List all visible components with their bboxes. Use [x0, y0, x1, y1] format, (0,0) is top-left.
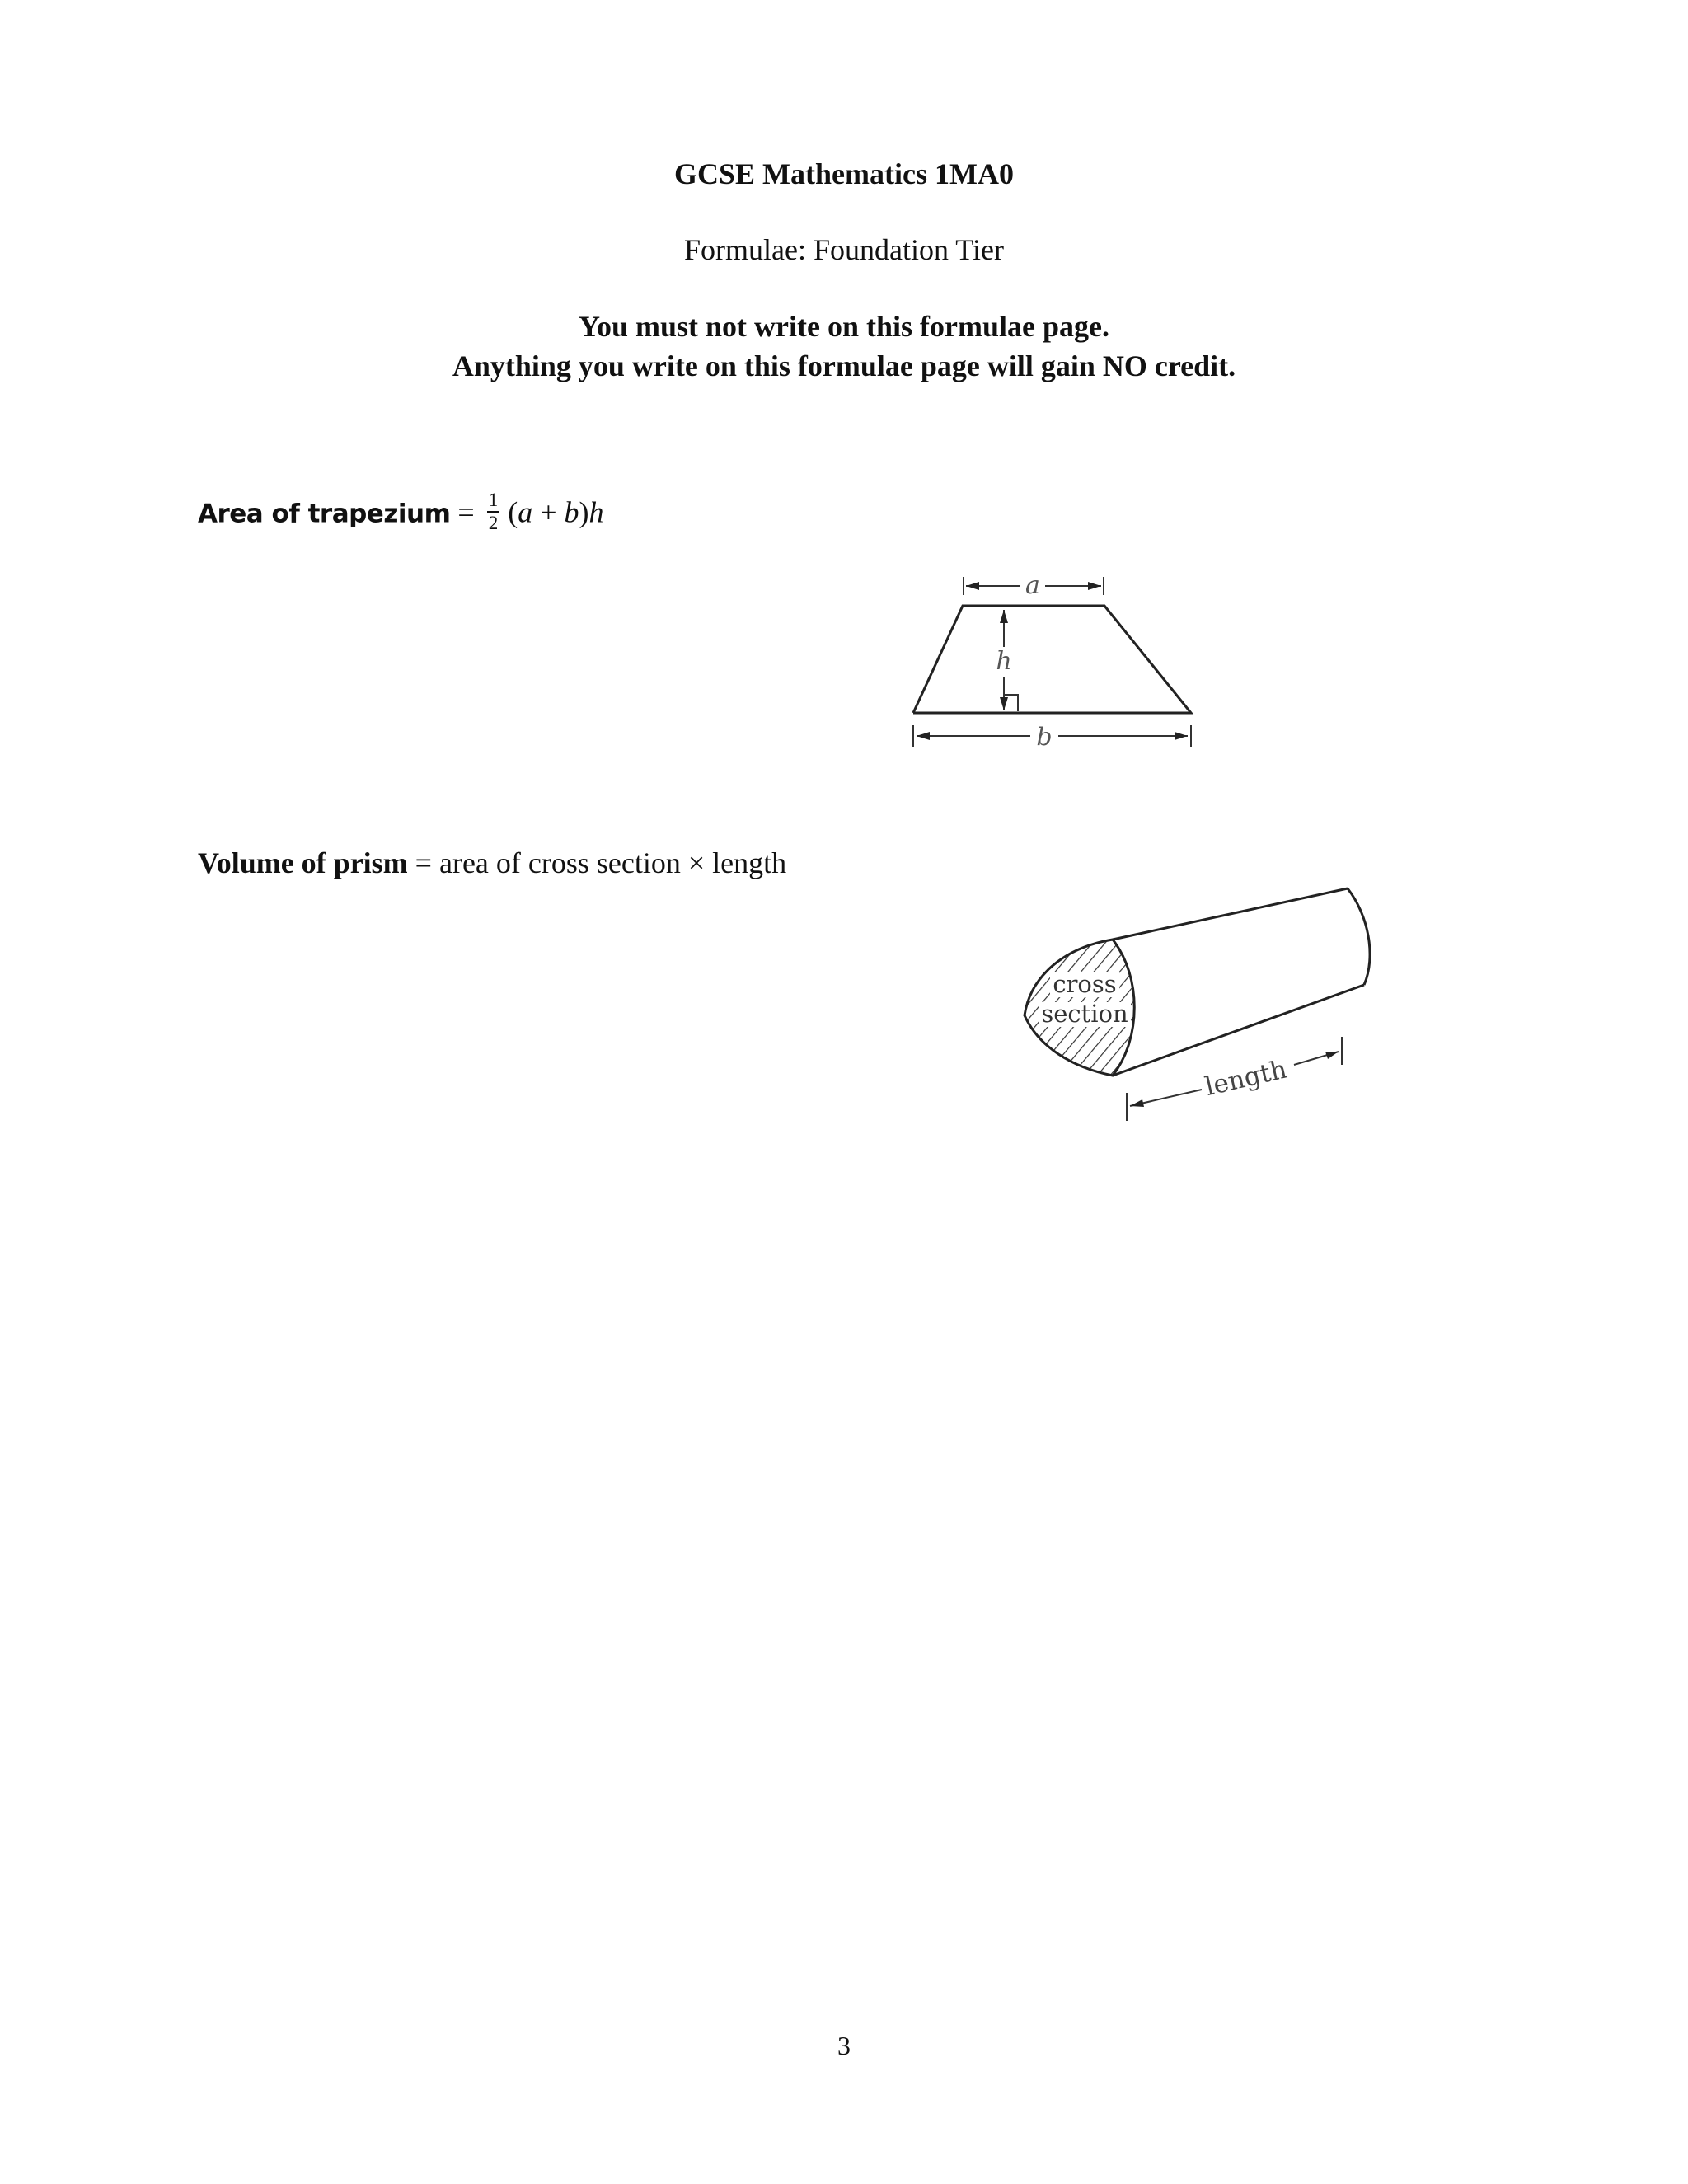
- equals-sign: =: [457, 495, 475, 529]
- prism-formula-name: Volume of prism: [198, 846, 408, 879]
- trapezium-label-h: h: [996, 647, 1012, 676]
- trapezium-diagram: [898, 560, 1212, 758]
- length-label: length: [1202, 1054, 1290, 1103]
- trapezium-label-b: b: [1036, 723, 1053, 752]
- warning-line-2: Anything you write on this formulae page will gain NO credit.: [452, 349, 1236, 382]
- open-paren: (: [508, 495, 518, 529]
- prism-diagram: [1014, 882, 1376, 1137]
- page-subtitle: Formulae: Foundation Tier: [683, 233, 1005, 266]
- var-h: h: [588, 495, 604, 529]
- one-half-fraction: [487, 490, 500, 534]
- trapezium-shape: [913, 606, 1191, 713]
- prism-formula-expression: = area of cross section × length: [407, 846, 787, 879]
- trapezium-formula-name: Area of trapezium: [198, 499, 451, 529]
- prism-formula: [198, 846, 786, 880]
- page-number: 3: [837, 2031, 851, 2060]
- section-label: section: [1041, 1000, 1128, 1028]
- page-title: GCSE Mathematics 1MA0: [674, 157, 1014, 190]
- cross-label: cross: [1053, 970, 1117, 998]
- var-a: a: [518, 495, 533, 529]
- fraction-denominator: 2: [488, 513, 499, 533]
- fraction-numerator: 1: [487, 490, 500, 513]
- trapezium-label-a: a: [1025, 571, 1040, 600]
- warning-line-1: You must not write on this formulae page.: [579, 310, 1109, 343]
- close-paren: ): [579, 495, 589, 529]
- trapezium-formula: [198, 490, 604, 537]
- plus-sign: +: [532, 495, 565, 529]
- var-b: b: [564, 495, 579, 529]
- warning-notice: [0, 307, 1688, 386]
